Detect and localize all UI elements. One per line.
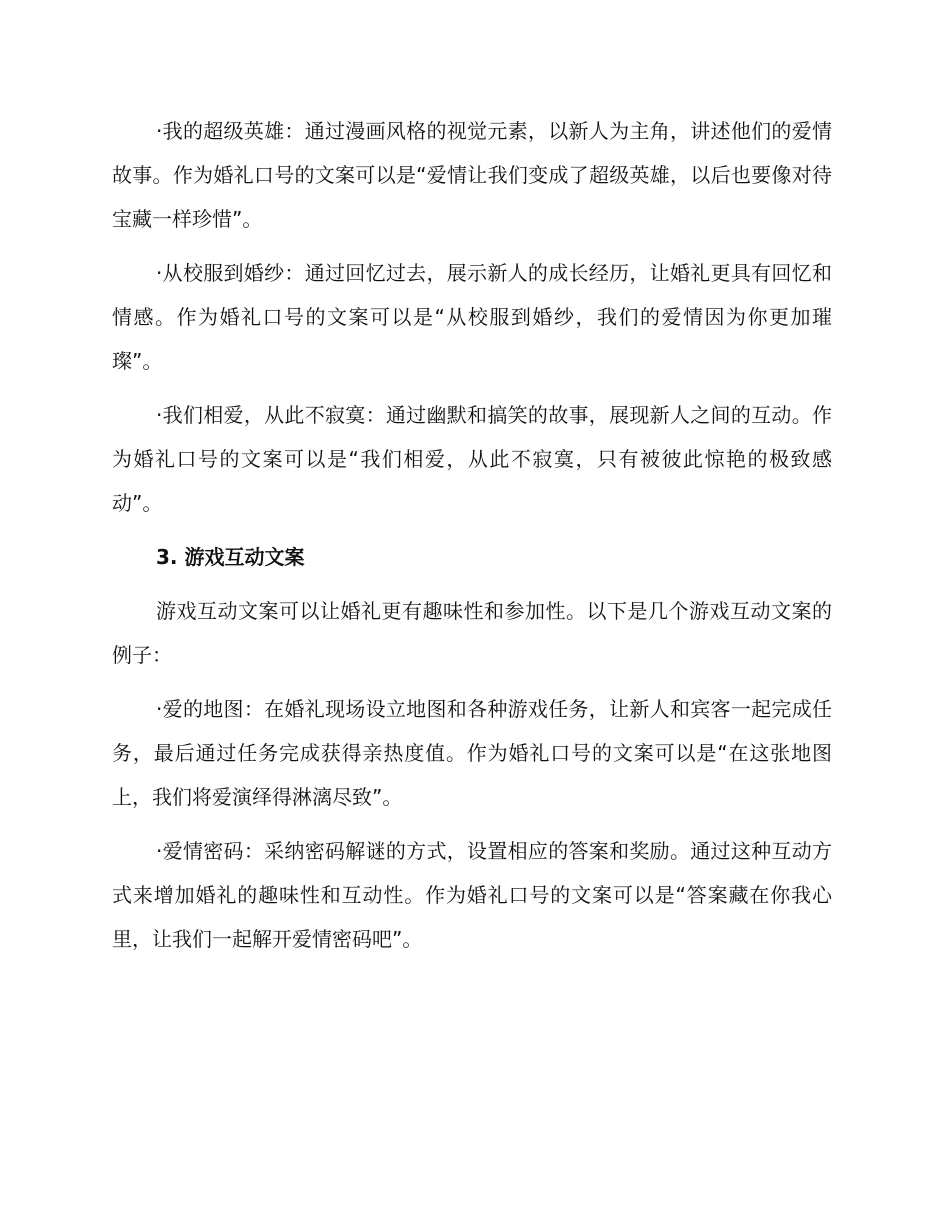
bullet-dot: · — [156, 839, 163, 863]
intro-paragraph: 游戏互动文案可以让婚礼更有趣味性和参加性。以下是几个游戏互动文案的例子： — [112, 599, 832, 667]
bullet-paragraph-in-love — [112, 393, 832, 525]
paragraph-text: 从校服到婚纱：通过回忆过去，展示新人的成长经历，让婚礼更具有回忆和情感。作为婚礼口号的文案可以是“从校服到婚纱，我们的爱情因为你更加璀璨”。 — [112, 261, 832, 373]
bullet-paragraph-superhero — [112, 109, 832, 241]
document-body — [112, 109, 832, 971]
bullet-dot: · — [156, 403, 163, 427]
paragraph-text: 我们相爱，从此不寂寞：通过幽默和搞笑的故事，展现新人之间的互动。作为婚礼口号的文案可以是“我们相爱，从此不寂寞，只有被彼此惊艳的极致感动”。 — [112, 403, 832, 515]
bullet-paragraph-uniform-to-gown — [112, 251, 832, 383]
bullet-dot: · — [156, 261, 163, 285]
bullet-dot: · — [156, 697, 163, 721]
paragraph-text: 爱情密码：采纳密码解谜的方式，设置相应的答案和奖励。通过这种互动方式来增加婚礼的趣味性和互动性。作为婚礼口号的文案可以是“答案藏在你我心里，让我们一起解开爱情密码吧”。 — [112, 839, 832, 951]
bullet-dot: · — [156, 119, 163, 143]
paragraph-text: 爱的地图：在婚礼现场设立地图和各种游戏任务，让新人和宾客一起完成任务，最后通过任务完成获得亲热度值。作为婚礼口号的文案可以是“在这张地图上，我们将爱演绎得淋漓尽致”。 — [112, 697, 832, 809]
bullet-paragraph-love-code — [112, 829, 832, 961]
section-heading: 3. 游戏互动文案 — [156, 545, 305, 569]
bullet-paragraph-love-map — [112, 687, 832, 819]
paragraph-text: 我的超级英雄：通过漫画风格的视觉元素，以新人为主角，讲述他们的爱情故事。作为婚礼口号的文案可以是“爱情让我们变成了超级英雄，以后也要像对待宝藏一样珍惜”。 — [112, 119, 832, 231]
